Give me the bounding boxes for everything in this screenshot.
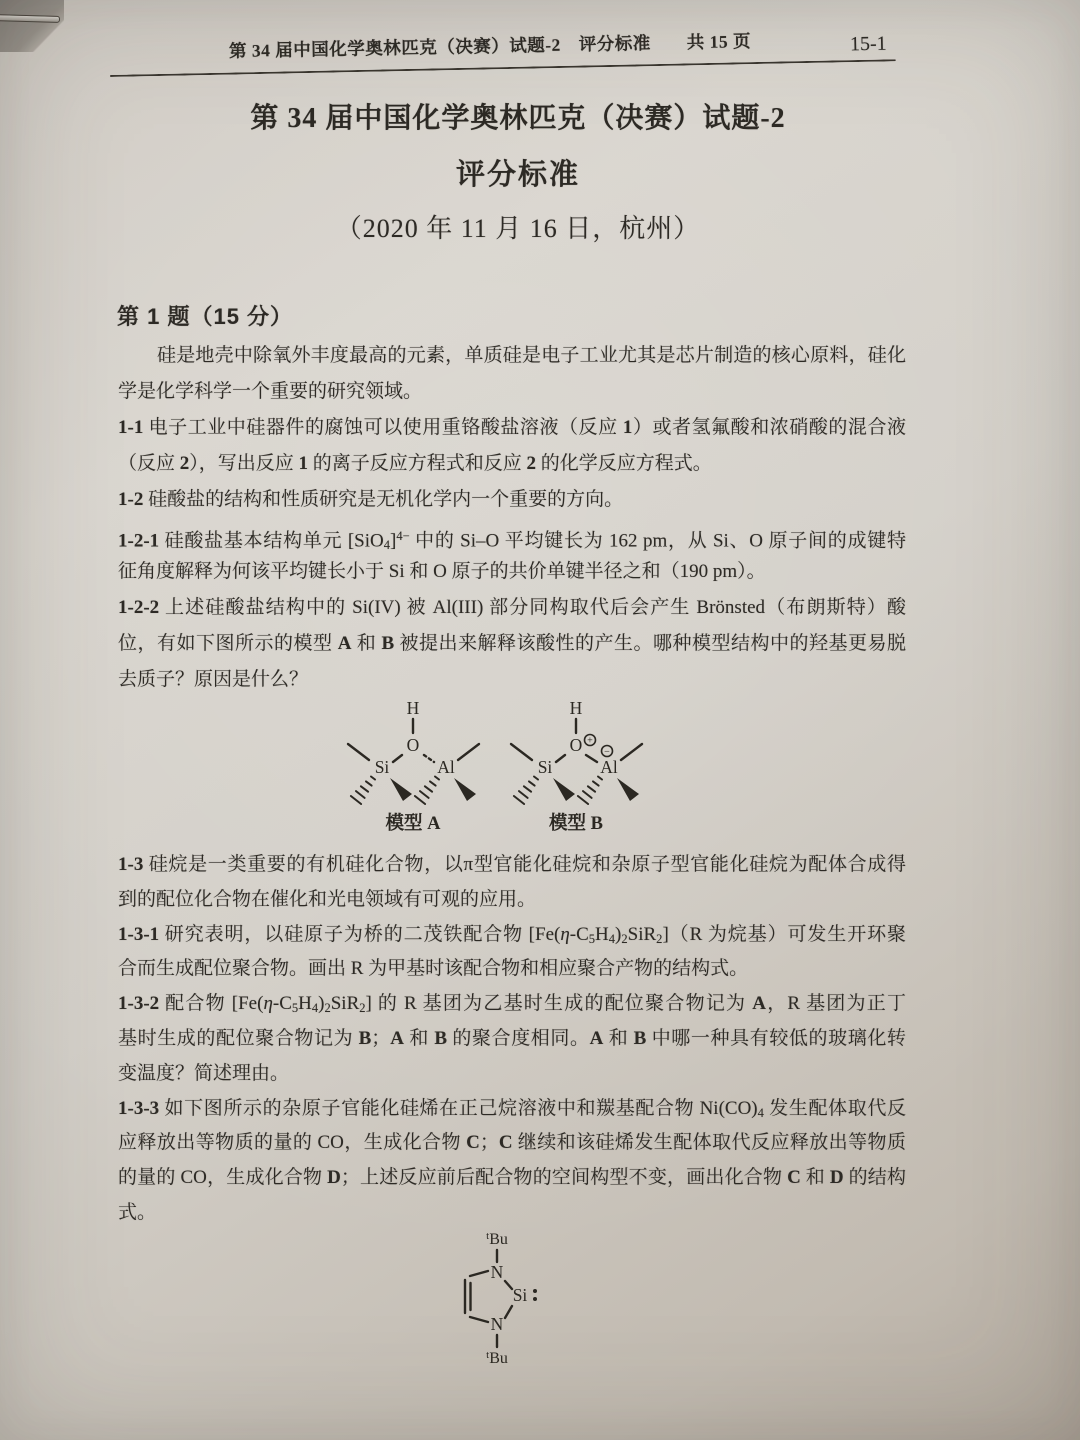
- figure-silylene: [400, 1220, 620, 1370]
- text-run: 5: [588, 931, 596, 946]
- text-run: A: [752, 993, 766, 1015]
- text-run: 1-3-2: [118, 993, 160, 1015]
- text-line: 的量的 CO，生成化合物 D；上述反应前后配合物的空间构型不变，画出化合物 C 和 D 的结构: [118, 1167, 906, 1189]
- tbu-text: Bu: [489, 1231, 508, 1248]
- text-run: B: [381, 633, 395, 654]
- text-run: 4: [608, 931, 616, 946]
- atom-label-si: Si: [512, 1285, 528, 1305]
- atom-label-al: Al: [600, 757, 618, 777]
- question-1-text-a: [118, 338, 906, 698]
- doc-subtitle: 评分标准: [455, 159, 580, 191]
- text-line: 1-3 硅烷是一类重要的有机硅化合物，以π型官能化硅烷和杂原子型官能化硅烷为配体合成得: [118, 854, 906, 875]
- bond-si-n-bottom: [505, 1306, 512, 1318]
- text-line: 1-3-2 配合物 [Fe(η-C5H4)2SiR2] 的 R 基团为乙基时生成的配位聚合物记为 A，R 基团为正丁: [118, 993, 906, 1015]
- solid-wedge-al: [454, 778, 476, 801]
- text-line: 变温度？简述理由。: [118, 1062, 290, 1084]
- text-run: 2: [621, 931, 628, 946]
- text-run: B: [434, 1027, 448, 1049]
- plus-charge: +: [587, 735, 593, 747]
- tbu-top-label: [486, 1230, 508, 1248]
- text-run: 2: [526, 453, 537, 474]
- text-line: 式。: [118, 1201, 157, 1223]
- text-run: 4−: [396, 529, 410, 543]
- text-line: 去质子？原因是什么？: [118, 669, 309, 690]
- text-run: C: [787, 1167, 801, 1189]
- text-run: 1-2: [118, 489, 144, 510]
- text-line: 1-1 电子工业中硅器件的腐蚀可以使用重铬酸盐溶液（反应 1）或者氢氟酸和浓硝酸的混合液: [118, 417, 906, 438]
- model-b-caption: 模型 B: [549, 814, 603, 834]
- bond-al-up: [458, 744, 479, 760]
- text-run: C: [466, 1132, 480, 1154]
- atom-label-n-top: N: [490, 1262, 504, 1282]
- model-a-caption: 模型 A: [385, 814, 441, 834]
- bond-n-c-top: [470, 1271, 488, 1276]
- tbu-text: Bu: [489, 1350, 508, 1367]
- text-run: 1: [298, 453, 309, 474]
- text-run: 5: [291, 1000, 299, 1015]
- hash-wedge-al: [578, 777, 602, 805]
- atom-label-o: O: [569, 735, 583, 755]
- text-line: 学是化学科学一个重要的研究领域。: [118, 381, 423, 402]
- atom-label-si: Si: [374, 757, 390, 777]
- bond-si-up: [511, 744, 532, 760]
- text-run: A: [589, 1027, 604, 1049]
- tbu-superscript: t: [486, 1349, 490, 1361]
- text-run: D: [327, 1167, 341, 1189]
- bond-o-al-dashed: [424, 755, 434, 762]
- text-run: η: [560, 923, 570, 945]
- hash-wedge-si: [514, 777, 538, 805]
- atom-label-si: Si: [537, 757, 553, 777]
- text-line: 1-2-2 上述硅酸盐结构中的 Si(IV) 被 Al(III) 部分同构取代后会产生 Brönsted（布朗斯特）酸: [118, 597, 906, 618]
- bond-al-up: [621, 744, 642, 760]
- text-line: （反应 2），写出反应 1 的离子反应方程式和反应 2 的化学反应方程式。: [118, 453, 712, 474]
- atom-label-h: H: [569, 698, 583, 718]
- minus-charge: −: [604, 746, 610, 758]
- text-run: 4: [311, 1000, 319, 1015]
- atom-label-o: O: [406, 735, 420, 755]
- text-line: 征角度解释为何该平均键长小于 Si 和 O 原子的共价单键半径之和（190 pm）。: [118, 561, 766, 582]
- text-line: 合而生成配位聚合物。画出 R 为甲基时该配合物和相应聚合产物的结构式。: [118, 958, 749, 980]
- question-1-heading: 第 1 题（15 分）: [117, 304, 294, 329]
- bond-c-n-bottom: [470, 1317, 488, 1322]
- text-run: 1-1: [118, 417, 144, 438]
- text-line: 1-2-1 硅酸盐基本结构单元 $[SiO4]^{4-}$ 中的 Si–O 平均键长为 162 pm，从 Si、O 原子间的成键特: [118, 529, 906, 553]
- doc-date: （2020 年 11 月 16 日，杭州）: [335, 214, 701, 243]
- text-line: 1-3-3 如下图所示的杂原子官能化硅烯在正己烷溶液中和羰基配合物 Ni(CO)4 发生配体取代反: [118, 1097, 906, 1120]
- doc-title: 第 34 届中国化学奥林匹克（决赛）试题-2: [250, 103, 786, 134]
- bond-o-si: [393, 755, 402, 762]
- text-run: A: [390, 1027, 405, 1049]
- text-run: 2: [656, 931, 663, 946]
- text-run: 4: [757, 1105, 764, 1120]
- text-line: 应释放出等物质的量的 CO，生成化合物 C；C 继续和该硅烯发生配体取代反应释放出等物质: [118, 1132, 906, 1154]
- question-1-text-b: [118, 848, 906, 1231]
- text-run: D: [829, 1167, 844, 1189]
- text-run: B: [358, 1027, 372, 1049]
- tbu-bottom-label: [486, 1349, 508, 1367]
- model-b: [511, 698, 642, 834]
- atom-label-n-bottom: N: [490, 1314, 504, 1334]
- atom-label-al: Al: [437, 757, 455, 777]
- text-run: 4: [383, 538, 391, 553]
- running-header: 第 34 届中国化学奥林匹克（决赛）试题-2 评分标准 共 15 页: [228, 30, 752, 62]
- silicon-lone-pair-dot: [533, 1297, 537, 1301]
- text-line: 1-2 硅酸盐的结构和性质研究是无机化学内一个重要的方向。: [118, 489, 624, 510]
- text-line: 1-3-1 研究表明，以硅原子为桥的二茂铁配合物 [Fe(η-C5H4)2SiR2]（R 为烷基）可发生开环聚: [118, 923, 906, 946]
- text-line: 基时生成的配位聚合物记为 B；A 和 B 的聚合度相同。A 和 B 中哪一种具有较低的玻璃化转: [118, 1027, 906, 1049]
- solid-wedge-al: [617, 778, 639, 801]
- solid-wedge-si: [390, 778, 412, 801]
- text-run: C: [498, 1132, 513, 1154]
- text-run: 1-2-1: [118, 530, 160, 552]
- solid-wedge-si: [553, 778, 575, 801]
- atom-label-h: H: [406, 698, 420, 718]
- bond-n-si-top: [505, 1281, 512, 1289]
- text-run: η: [263, 993, 273, 1015]
- text-line: 到的配位化合物在催化和光电领域有可观的应用。: [118, 888, 537, 910]
- silicon-lone-pair-dot: [533, 1289, 537, 1293]
- figure-acid-models: [318, 688, 658, 840]
- text-run: 1-3: [118, 854, 144, 875]
- bond-o-si: [556, 755, 565, 762]
- text-run: 1-2-2: [118, 597, 160, 618]
- bond-o-al: [586, 755, 597, 762]
- text-line: 硅是地壳中除氧外丰度最高的元素，单质硅是电子工业尤其是芯片制造的核心原料，硅化: [157, 345, 906, 366]
- text-run: 2: [359, 1000, 366, 1015]
- page-number: 15-1: [849, 32, 887, 56]
- hash-wedge-si: [351, 777, 375, 805]
- bond-si-up: [348, 744, 369, 760]
- model-a: [348, 698, 479, 834]
- text-line: 位，有如下图所示的模型 A 和 B 被提出来解释该酸性的产生。哪种模型结构中的羟基更易脱: [118, 633, 906, 654]
- text-run: 2: [179, 453, 190, 474]
- text-run: 2: [324, 1000, 331, 1015]
- hash-wedge-al: [415, 777, 439, 805]
- text-run: A: [337, 633, 352, 654]
- tbu-superscript: t: [486, 1230, 490, 1242]
- text-run: 1-3-3: [118, 1097, 160, 1119]
- text-run: 1: [622, 417, 633, 438]
- text-run: B: [633, 1027, 647, 1049]
- text-run: 1-3-1: [118, 923, 160, 945]
